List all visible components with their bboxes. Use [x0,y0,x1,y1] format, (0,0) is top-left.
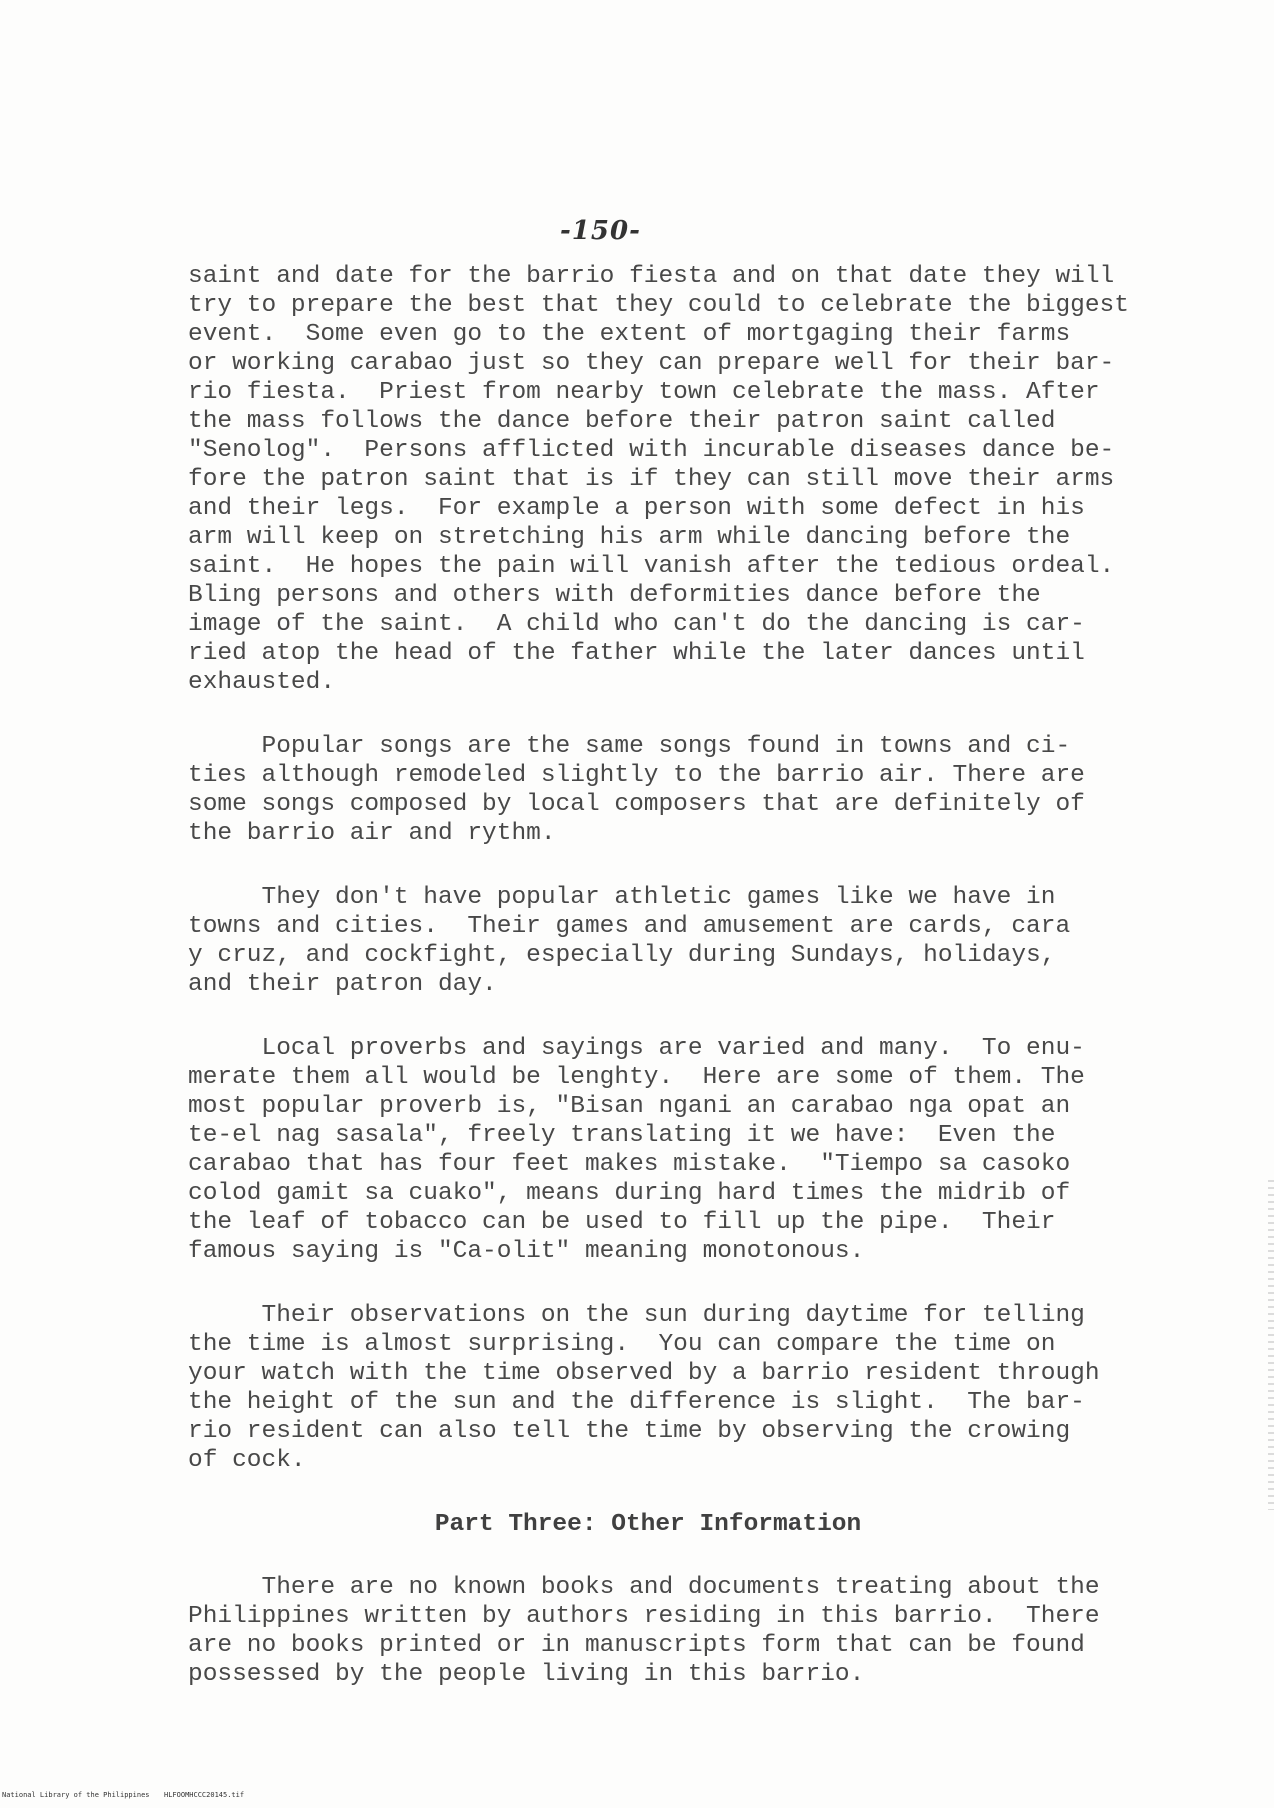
text-line: Local proverbs and sayings are varied and many. To enu- [188,1035,1085,1062]
page-number: -150- [560,216,641,246]
text-line: the time is almost surprising. You can compare the time on [188,1331,1056,1358]
text-line: some songs composed by local composers that are definitely of [188,791,1085,818]
text-line: and their patron day. [188,971,497,998]
text-line: Philippines written by authors residing in this barrio. There [188,1603,1100,1630]
text-line: Bling persons and others with deformities dance before the [188,582,1041,609]
text-line: towns and cities. Their games and amusement are cards, cara [188,913,1071,940]
text-line: ties although remodeled slightly to the barrio air. There are [188,762,1085,789]
text-line: "Senolog". Persons afflicted with incurable diseases dance be- [188,437,1115,464]
text-line: rio fiesta. Priest from nearby town celebrate the mass. After [188,379,1100,406]
text-line: and their legs. For example a person with some defect in his [188,495,1085,522]
text-line: colod gamit sa cuako", means during hard times the midrib of [188,1180,1071,1207]
text-line: There are no known books and documents treating about the [188,1574,1100,1601]
closing-paragraph [188,1573,1168,1689]
text-line: famous saying is "Ca-olit" meaning monotonous. [188,1238,865,1265]
text-line: Popular songs are the same songs found in towns and ci- [188,733,1071,760]
text-line: are no books printed or in manuscripts form that can be found [188,1632,1085,1659]
text-line: exhausted. [188,669,336,696]
text-line: te-el nag sasala", freely translating it we have: Even the [188,1122,1056,1149]
text-line: your watch with the time observed by a barrio resident through [188,1360,1100,1387]
text-line: y cruz, and cockfight, especially during Sundays, holidays, [188,942,1056,969]
text-line: arm will keep on stretching his arm while dancing before the [188,524,1071,551]
text-line: the leaf of tobacco can be used to fill up the pipe. Their [188,1209,1056,1236]
footer-library-name: National Library of the Philippines [2,1791,150,1799]
paragraph [188,883,1168,999]
text-line: saint. He hopes the pain will vanish after the tedious ordeal. [188,553,1115,580]
scan-edge-marks [1268,1180,1274,1510]
paragraph [188,1301,1168,1475]
text-line: saint and date for the barrio fiesta and on that date they will [188,263,1115,290]
text-line: rio resident can also tell the time by observing the crowing [188,1418,1071,1445]
paragraph [188,1034,1168,1266]
text-line: the height of the sun and the difference is slight. The bar- [188,1389,1085,1416]
text-line: of cock. [188,1447,306,1474]
text-line: Their observations on the sun during daytime for telling [188,1302,1085,1329]
body-text [188,262,1168,1724]
text-line: or working carabao just so they can prepare well for their bar- [188,350,1115,377]
text-line: possessed by the people living in this barrio. [188,1661,865,1688]
section-heading: Part Three: Other Information [434,1511,862,1538]
paragraph [188,262,1168,697]
paragraph-group [188,262,1168,1475]
text-line: most popular proverb is, "Bisan ngani an carabao nga opat an [188,1093,1071,1120]
text-line: ried atop the head of the father while the later dances until [188,640,1085,667]
text-line: try to prepare the best that they could to celebrate the biggest [188,292,1129,319]
text-line: image of the saint. A child who can't do the dancing is car- [188,611,1085,638]
text-line: the barrio air and rythm. [188,820,556,847]
text-line: the mass follows the dance before their patron saint called [188,408,1056,435]
text-line: merate them all would be lenghty. Here are some of them. The [188,1064,1085,1091]
text-line: They don't have popular athletic games like we have in [188,884,1056,911]
text-line: event. Some even go to the extent of mortgaging their farms [188,321,1071,348]
text-line: fore the patron saint that is if they can still move their arms [188,466,1115,493]
paragraph [188,732,1168,848]
text-line: carabao that has four feet makes mistake. "Tiempo sa casoko [188,1151,1071,1178]
footer-filename: HLFOOMHCCC20145.tif [164,1791,245,1799]
